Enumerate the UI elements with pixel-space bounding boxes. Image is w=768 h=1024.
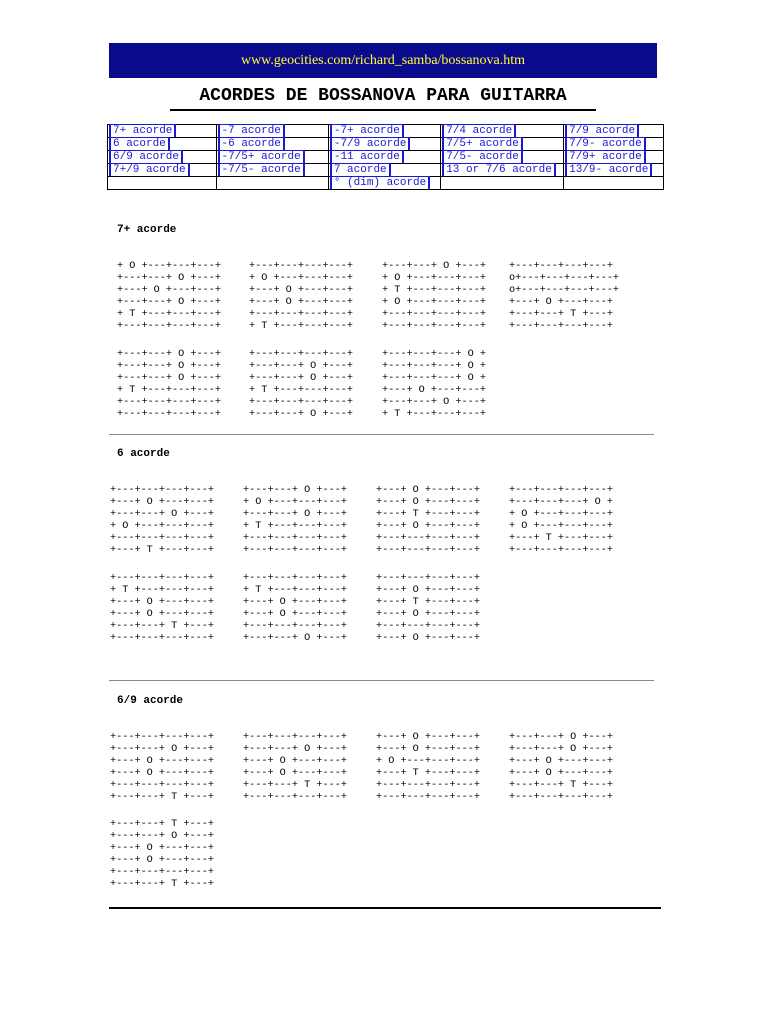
- chord-diagram: +---+---+---+---+ + T +---+---+---+ +---+ O +---+---+ +---+ O +---+---+ +---+---+ T +---+ +---+---+---+---+: [110, 573, 214, 645]
- chord-link[interactable]: -7/5- acorde: [218, 163, 305, 176]
- index-cell: [564, 125, 664, 138]
- chord-diagram: +---+---+---+---+ + O +---+---+---+ +---+ O +---+---+ +---+ O +---+---+ +---+---+---+---+ + T +---+---+---+: [249, 261, 353, 333]
- index-row: [108, 177, 664, 190]
- page-title: ACORDES DE BOSSANOVA PARA GUITARRA: [199, 86, 567, 106]
- chord-link[interactable]: 7/5- acorde: [442, 150, 523, 163]
- chord-diagram: +---+---+---+---+ +---+---+---+ O + + O +---+---+---+ + O +---+---+---+ +---+ T +---+---+ +---+---+---+---+: [509, 485, 613, 557]
- chord-link[interactable]: 7+ acorde: [109, 124, 176, 137]
- index-cell: [216, 138, 328, 151]
- section-title-6-9: 6/9 acorde: [117, 695, 184, 707]
- chord-link[interactable]: 7/4 acorde: [442, 124, 516, 137]
- index-cell: [328, 177, 440, 190]
- section-divider: [109, 680, 654, 681]
- chord-diagram: +---+---+---+---+ +---+---+ O +---+ +---+ O +---+---+ +---+ O +---+---+ +---+---+ T +---+ +---+---+---+---+: [243, 732, 347, 804]
- chord-link[interactable]: 13 or 7/6 acorde: [442, 163, 556, 176]
- chord-link[interactable]: 7/5+ acorde: [442, 137, 523, 150]
- chord-diagram: +---+---+---+---+ +---+ O +---+---+ +---+---+ O +---+ + O +---+---+---+ +---+---+---+---+ +---+ T +---+---+: [110, 485, 214, 557]
- index-cell: [564, 138, 664, 151]
- site-url-banner: [109, 43, 657, 78]
- index-cell: [441, 177, 564, 190]
- chord-diagram: +---+---+---+---+ +---+ O +---+---+ +---+ T +---+---+ +---+ O +---+---+ +---+---+---+---+ +---+ O +---+---+: [376, 573, 480, 645]
- index-cell: [328, 125, 440, 138]
- section-divider: [109, 434, 654, 435]
- chord-diagram: +---+---+---+---+ +---+---+ O +---+ +---+---+ O +---+ + T +---+---+---+ +---+---+---+---+ +---+---+ O +---+: [249, 349, 353, 421]
- section-title-7plus: 7+ acorde: [117, 224, 177, 236]
- chord-diagram: + O +---+---+---+ +---+---+ O +---+ +---+ O +---+---+ +---+---+ O +---+ + T +---+---+---+ +---+---+---+---+: [117, 261, 221, 333]
- index-row: [108, 138, 664, 151]
- chord-link[interactable]: 13/9- acorde: [565, 163, 652, 176]
- index-cell: [564, 177, 664, 190]
- site-url-link[interactable]: www.geocities.com/richard_samba/bossanova.htm: [240, 52, 526, 68]
- chord-link[interactable]: 7/9- acorde: [565, 137, 646, 150]
- index-cell: [441, 164, 564, 177]
- chord-diagram: +---+---+ T +---+ +---+---+ O +---+ +---+ O +---+---+ +---+ O +---+---+ +---+---+---+---+ +---+---+ T +---+: [110, 819, 214, 891]
- index-cell: [441, 151, 564, 164]
- chord-link[interactable]: -7 acorde: [218, 124, 285, 137]
- chord-link[interactable]: 6/9 acorde: [109, 150, 183, 163]
- chord-link[interactable]: ° (dim) acorde: [330, 176, 430, 189]
- chord-link[interactable]: 7/9+ acorde: [565, 150, 646, 163]
- index-cell: [564, 151, 664, 164]
- chord-link[interactable]: 7/9 acorde: [565, 124, 639, 137]
- chord-link[interactable]: -11 acorde: [330, 150, 404, 163]
- index-row: [108, 125, 664, 138]
- title-underline: [170, 109, 596, 111]
- index-cell: [441, 125, 564, 138]
- index-cell: [564, 164, 664, 177]
- index-cell: [328, 151, 440, 164]
- chord-diagram: +---+ O +---+---+ +---+ O +---+---+ +---+ T +---+---+ +---+ O +---+---+ +---+---+---+---+ +---+---+---+---+: [376, 485, 480, 557]
- chord-diagram: +---+---+ O +---+ + O +---+---+---+ + T +---+---+---+ + O +---+---+---+ +---+---+---+---+ +---+---+---+---+: [382, 261, 486, 333]
- chord-link[interactable]: 6 acorde: [109, 137, 170, 150]
- index-cell: [216, 164, 328, 177]
- section-title-6: 6 acorde: [117, 448, 170, 460]
- index-cell: [216, 177, 328, 190]
- page-bottom-rule: [109, 907, 661, 909]
- index-cell: [441, 138, 564, 151]
- index-cell: [108, 164, 217, 177]
- index-cell: [216, 125, 328, 138]
- chord-diagram: +---+---+---+---+ o+---+---+---+---+ o+---+---+---+---+ +---+ O +---+---+ +---+---+ T +---+ +---+---+---+---+: [509, 261, 620, 333]
- index-cell: [328, 138, 440, 151]
- chord-diagram: +---+---+---+ O + +---+---+---+ O + +---+---+---+ O + +---+ O +---+---+ +---+---+ O +---+ + T +---+---+---+: [382, 349, 486, 421]
- chord-link[interactable]: -6 acorde: [218, 137, 285, 150]
- index-row: [108, 151, 664, 164]
- chord-diagram: +---+---+---+---+ + T +---+---+---+ +---+ O +---+---+ +---+ O +---+---+ +---+---+---+---+ +---+---+ O +---+: [243, 573, 347, 645]
- index-cell: [328, 164, 440, 177]
- chord-link[interactable]: -7+ acorde: [330, 124, 404, 137]
- chord-link[interactable]: -7/9 acorde: [330, 137, 411, 150]
- index-cell: [108, 151, 217, 164]
- index-cell: [216, 151, 328, 164]
- chord-diagram: +---+---+ O +---+ +---+---+ O +---+ +---+---+ O +---+ + T +---+---+---+ +---+---+---+---+ +---+---+---+---+: [117, 349, 221, 421]
- chord-link[interactable]: 7 acorde: [330, 163, 391, 176]
- chord-link[interactable]: 7+/9 acorde: [109, 163, 190, 176]
- index-cell: [108, 138, 217, 151]
- index-cell: [108, 125, 217, 138]
- index-cell: [108, 177, 217, 190]
- chord-link[interactable]: -7/5+ acorde: [218, 150, 305, 163]
- chord-diagram: +---+---+ O +---+ + O +---+---+---+ +---+---+ O +---+ + T +---+---+---+ +---+---+---+---+ +---+---+---+---+: [243, 485, 347, 557]
- chord-diagram: +---+---+---+---+ +---+---+ O +---+ +---+ O +---+---+ +---+ O +---+---+ +---+---+---+---+ +---+---+ T +---+: [110, 732, 214, 804]
- chord-diagram: +---+---+ O +---+ +---+---+ O +---+ +---+ O +---+---+ +---+ O +---+---+ +---+---+ T +---+ +---+---+---+---+: [509, 732, 613, 804]
- index-row: [108, 164, 664, 177]
- chord-index-table: [107, 124, 664, 190]
- chord-diagram: +---+ O +---+---+ +---+ O +---+---+ + O +---+---+---+ +---+ T +---+---+ +---+---+---+---+ +---+---+---+---+: [376, 732, 480, 804]
